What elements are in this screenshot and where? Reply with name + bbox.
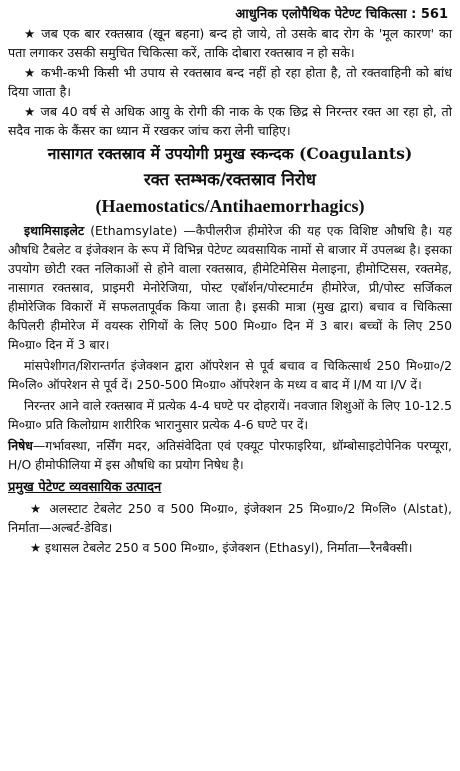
dosage-paragraph: मांसपेशीगत/शिरान्तर्गत इंजेक्शन द्वारा ऑपरेशन से पूर्व बचाव व चिकित्सार्थ 250 मि०ग्रा०/2 मि०लि० ऑपरेशन से पूर्व दें। 250-500 मि०ग्रा० ऑपरेशन के मध्य व बाद में I/M या I/V दें। xyxy=(8,358,452,392)
contraindication-paragraph xyxy=(8,436,452,474)
bullet-point: ★ जब एक बार रक्तस्राव (खून बहना) बन्द हो जाये, तो उसके बाद रोग के 'मूल कारण' का पता लगाकर उसकी समुचित चिकित्सा करें, ताकि दोबारा रक्तस्राव न हो सके। xyxy=(8,26,452,60)
product-item: ★ इथासल टेबलेट 250 व 500 मि०ग्रा०, इंजेक्शन (Ethasyl), निर्माता—रैनबैक्सी। xyxy=(30,540,413,555)
section-subheading: रक्त स्तम्भक/रक्तस्राव निरोध xyxy=(144,170,316,189)
running-head: आधुनिक एलोपैथिक पेटेण्ट चिकित्सा : 561 xyxy=(235,7,448,22)
contraindication-text: —गर्भावस्था, नर्सिंग मदर, अतिसंवेदिता एवं एक्यूट पोरफाइरिया, थ्रॉम्बोसाइटोपेनिक परप्यूरा, H/O हीमोफीलिया में इस औषधि का प्रयोग निषेध है। xyxy=(8,438,452,472)
section-heading: नासागत रक्तस्राव में उपयोगी प्रमुख स्कन्दक (Coagulants) xyxy=(47,144,413,163)
product-item: ★ अलस्टाट टेबलेट 250 व 500 मि०ग्रा०, इंजेक्शन 25 मि०ग्रा०/2 मि०लि० (Alstat), निर्माता—अल्बर्ट-डेविड। xyxy=(8,501,452,535)
contraindication-label: निषेध xyxy=(8,438,33,453)
products-section-title: प्रमुख पेटेण्ट व्यवसायिक उत्पादन xyxy=(8,480,162,495)
section-subheading-english: (Haemostatics/Antihaemorrhagics) xyxy=(95,196,365,216)
repeat-dose-paragraph: निरन्तर आने वाले रक्तस्राव में प्रत्येक 4-4 घण्टे पर दोहरायें। नवजात शिशुओं के लिए 10-12.5 मि०ग्रा० प्रति किलोग्राम शारीरिक भारानुसार प्रत्येक 4-6 घण्टे पर दें। xyxy=(8,398,452,432)
drug-description: (Ethamsylate) —कैपीलरीज हीमोरेज की यह एक विशिष्ट औषधि है। यह औषधि टैबलेट व इंजेक्शन के रूप में विभिन्न पेटेण्ट व्यवसायिक नामों से बाजार में उपलब्ध है। इसका उपयोग छोटी रक्त नलिकाओं से होने वाला रक्तस्राव, हीमेटिमेसिस मेलाइना, हीमोप्टिसस, रक्तमेह, नासागत रक्तस्राव, प्राइमरी मेनोरेजिया, पोस्ट एबॉर्शन/पोस्टमार्टम हीमोरेज, प्री/पोस्ट सर्जिकल हीमोरेजिक विकारों में सफलतापूर्वक किया जाता है। इसकी मात्रा (मुख द्वारा) बचाव व चिकित्सा कैपिलरी हीमोरेज में वयस्क रोगियों के लिए 500 मि०ग्रा० दिन में 3 बार। बच्चों के लिए 250 मि०ग्रा० दिन में 3 बार। xyxy=(8,223,452,352)
drug-description-paragraph xyxy=(8,221,452,354)
bullet-point: ★ जब 40 वर्ष से अधिक आयु के रोगी की नाक के एक छिद्र से निरन्तर रक्त आ रहा हो, तो सदैव नाक के कैंसर का ध्यान में रखकर जांच करा लेनी चाहिए। xyxy=(8,104,452,138)
bullet-point: ★ कभी-कभी किसी भी उपाय से रक्तस्राव बन्द नहीं हो रहा होता है, तो रक्तवाहिनी को बांध दिया जाता है। xyxy=(8,65,452,99)
drug-name: इथामिसाइलेट xyxy=(24,223,85,238)
